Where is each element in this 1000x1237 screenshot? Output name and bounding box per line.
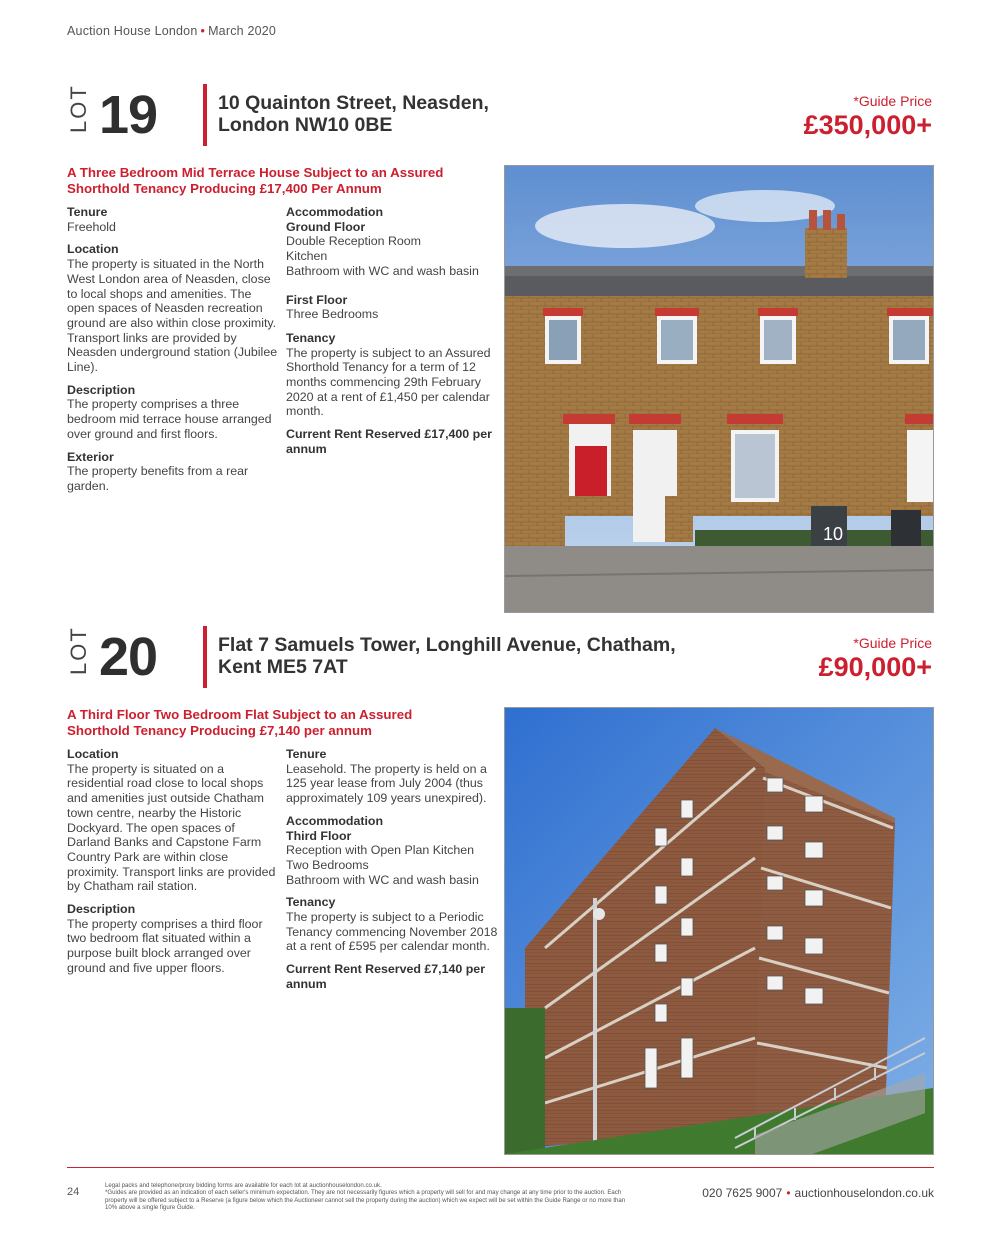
footer-rule [67,1167,934,1168]
first-floor-heading: First Floor [286,292,348,307]
third-floor-heading: Third Floor [286,828,352,843]
tenancy-text: The property is subject to an Assured Shorthold Tenancy for a term of 12 months commencing 29th February 2020 at a rent of £1,450 per calendar month. [286,345,491,419]
address-line-1: 10 Quainton Street, Neasden, [218,92,489,114]
headline-line-2: Shorthold Tenancy Producing £7,140 per annum [67,723,372,738]
lot-label: LOT [66,84,91,133]
lot-details-right [286,747,498,992]
lot-20-photo [504,707,934,1155]
guide-price-label: *Guide Price [853,635,932,651]
room-item: Two Bedrooms [286,857,369,872]
accommodation-heading: Accommodation [286,813,384,828]
location-heading: Location [67,242,119,257]
room-item: Three Bedrooms [286,307,379,322]
exterior-heading: Exterior [67,449,114,464]
lot-address [218,92,489,136]
tenancy-heading: Tenancy [286,895,336,910]
lot-19-photo [504,165,934,613]
current-rent-text: Current Rent Reserved £7,140 per annum [286,962,486,991]
address-line-2: Kent ME5 7AT [218,656,348,678]
website-link[interactable]: auctionhouselondon.co.uk [794,1186,934,1200]
lot-divider-bar [203,626,207,688]
ground-floor-heading: Ground Floor [286,219,366,234]
room-item: Reception with Open Plan Kitchen [286,843,475,858]
page-number: 24 [67,1186,80,1198]
lot-number: 20 [99,627,158,687]
current-rent-text: Current Rent Reserved £17,400 per annum [286,427,492,456]
address-line-1: Flat 7 Samuels Tower, Longhill Avenue, Chatham, [218,634,676,656]
accommodation-heading: Accommodation [286,205,384,219]
separator-dot: • [786,1186,791,1200]
issue-date: March 2020 [208,24,277,38]
tenure-heading: Tenure [67,205,108,219]
location-text: The property is situated in the North West London area of Neasden, close to local shops and amenities. The open spaces of Neasden recreation ground are also within close proximity. Transport links are provided by Neasden underground station (Jubilee Line). [67,257,278,375]
lot-divider-bar [203,84,207,146]
description-text: The property comprises a three bedroom mid terrace house arranged over ground and first floors. [67,397,272,441]
lot-number: 19 [99,85,158,145]
legal-notes [105,1182,635,1212]
lot-details-left [67,205,279,502]
lot-details-left [67,747,279,984]
tenancy-heading: Tenancy [286,330,336,345]
description-text: The property comprises a third floor two bedroom flat situated within a purpose built block arranged over ground and five upper floors. [67,916,263,975]
lot-address [218,634,676,678]
guide-price-value: £90,000+ [818,652,932,682]
location-heading: Location [67,747,119,761]
room-item: Bathroom with WC and wash basin [286,263,479,278]
room-item: Bathroom with WC and wash basin [286,872,479,887]
publisher-name: Auction House London [67,24,198,38]
footer-contact [702,1186,934,1200]
description-heading: Description [67,382,136,397]
lot-headline [67,165,487,197]
tenure-text: Freehold [67,219,116,234]
exterior-text: The property benefits from a rear garden. [67,464,249,493]
separator-dot: • [200,24,206,38]
lot-headline [67,707,487,739]
phone-number[interactable]: 020 7625 9007 [702,1186,783,1200]
guide-price-label: *Guide Price [853,93,932,109]
running-head [67,24,276,38]
tower-block-image [505,708,933,1154]
terrace-house-image [505,166,933,612]
legal-note-2: *Guides are provided as an indication of each seller's minimum expectation. They are not necessarily figures which a property will sell for and may change at any time prior to the auction. Each property will be offered subject to a Reserve (a figure below which the Auctioneer cannot sell the property during the auction) which we expect will be set within the Guide Range or no more than 10% above a single figure Guide. [105,1189,626,1212]
room-item: Double Reception Room [286,234,421,249]
address-line-2: London NW10 0BE [218,114,393,136]
lot-details-right [286,205,498,457]
room-item: Kitchen [286,249,328,264]
tenure-text: Leasehold. The property is held on a 125 year lease from July 2004 (thus approximately 109 years unexpired). [286,761,487,806]
headline-line-1: A Three Bedroom Mid Terrace House Subject to an Assured [67,165,444,180]
location-text: The property is situated on a residential road close to local shops and amenities just outside Chatham town centre, nearby the Historic Dockyard. The open spaces of Darland Banks and Capstone Farm Country Park are within close proximity. Transport links are provided by Chatham rail station. [67,761,276,894]
description-heading: Description [67,902,136,917]
legal-note-1: Legal packs and telephone/proxy bidding forms are available for each lot at auctionhouselondon.co.uk. [105,1182,382,1189]
headline-line-2: Shorthold Tenancy Producing £17,400 Per Annum [67,181,382,196]
lot-label: LOT [66,626,91,675]
tenure-heading: Tenure [286,747,327,761]
headline-line-1: A Third Floor Two Bedroom Flat Subject to an Assured [67,707,413,722]
tenancy-text: The property is subject to a Periodic Tenancy commencing November 2018 at a rent of £595 per calendar month. [286,910,498,954]
guide-price-value: £350,000+ [803,110,932,140]
svg-text:10: 10 [823,524,844,544]
